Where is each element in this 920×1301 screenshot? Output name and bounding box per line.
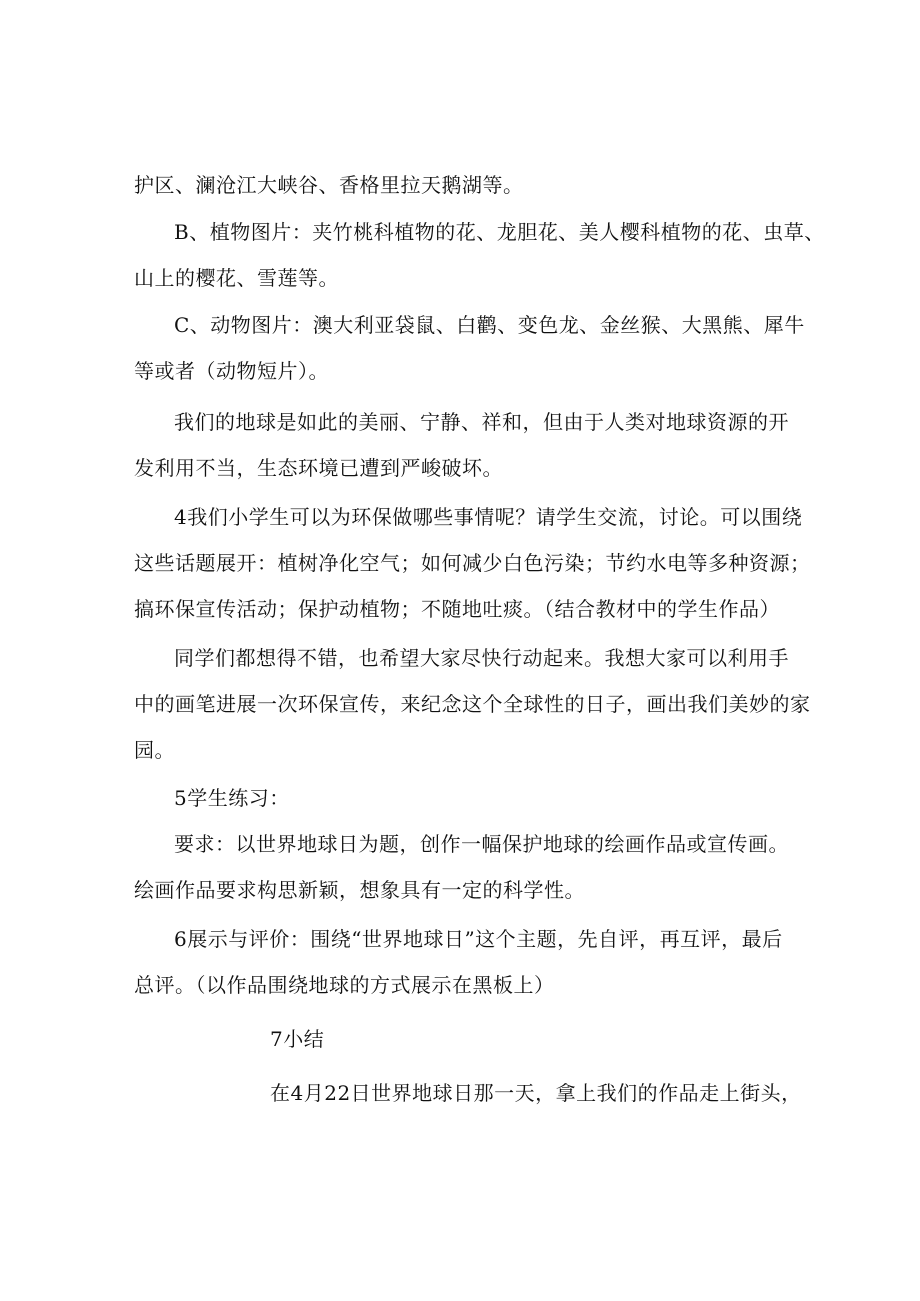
text-line-7: 发利用不当，生态环境已遭到严峻破坏。 bbox=[134, 456, 503, 480]
text-line-1: 护区、澜沧江大峡谷、香格里拉天鹅湖等。 bbox=[134, 173, 524, 197]
text-line-17: 6展示与评价：围绕“世界地球日”这个主题，先自评，再互评，最后 bbox=[174, 927, 783, 951]
text-line-3: 山上的樱花、雪莲等。 bbox=[134, 266, 339, 290]
text-line-13: 园。 bbox=[134, 738, 175, 762]
text-line-10: 搞环保宣传活动；保护动植物；不随地吐痰。（结合教材中的学生作品） bbox=[134, 597, 780, 621]
text-line-12: 中的画笔进展一次环保宣传，来纪念这个全球性的日子，画出我们美妙的家 bbox=[134, 692, 811, 716]
text-line-15: 要求：以世界地球日为题，创作一幅保护地球的绘画作品或宣传画。 bbox=[174, 832, 789, 856]
text-line-8: 4我们小学生可以为环保做哪些事情呢？请学生交流，讨论。可以围绕 bbox=[174, 505, 803, 529]
text-line-4: C、动物图片：澳大利亚袋鼠、白鹳、变色龙、金丝猴、大黑熊、犀牛 bbox=[174, 313, 805, 337]
text-line-14: 5学生练习： bbox=[174, 786, 290, 810]
text-line-9: 这些话题展开：植树净化空气；如何减少白色污染；节约水电等多种资源； bbox=[134, 551, 811, 575]
text-line-2: B、植物图片：夹竹桃科植物的花、龙胆花、美人樱科植物的花、虫草、 bbox=[174, 220, 825, 244]
text-line-11: 同学们都想得不错，也希望大家尽快行动起来。我想大家可以利用手 bbox=[174, 646, 789, 670]
text-line-5: 等或者（动物短片）。 bbox=[134, 359, 329, 383]
text-line-20: 在4月22日世界地球日那一天，拿上我们的作品走上街头， bbox=[270, 1081, 802, 1105]
text-line-6: 我们的地球是如此的美丽、宁静、祥和，但由于人类对地球资源的开 bbox=[174, 410, 789, 434]
text-line-19: 7小结 bbox=[270, 1027, 325, 1051]
text-line-16: 绘画作品要求构思新颖，想象具有一定的科学性。 bbox=[134, 878, 585, 902]
text-line-18: 总评。（以作品围绕地球的方式展示在黑板上） bbox=[134, 973, 555, 997]
